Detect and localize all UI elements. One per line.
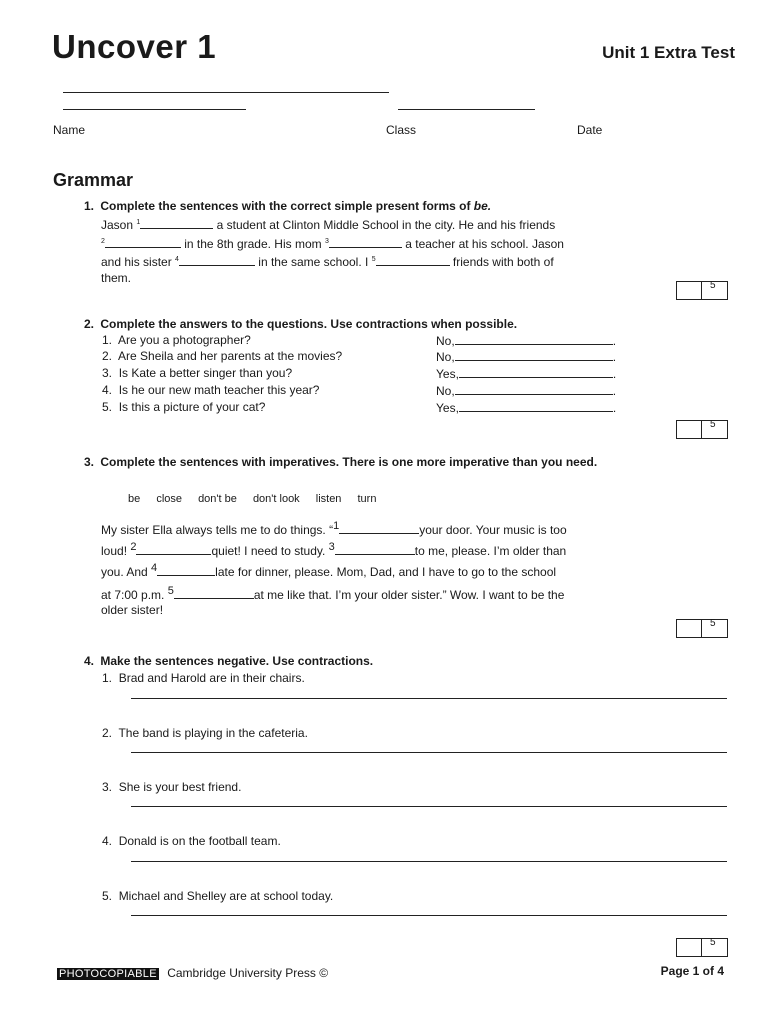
list-item bbox=[102, 671, 305, 685]
blank-number: 1 bbox=[136, 219, 141, 226]
q3-prompt-text: Complete the sentences with imperatives. There is one more imperative than you need. bbox=[100, 455, 598, 469]
word-bank-item: be bbox=[128, 493, 141, 505]
q4-prompt-text: Make the sentences negative. Use contractions. bbox=[100, 654, 374, 668]
q1-score-total: 5 bbox=[710, 280, 716, 291]
list-item bbox=[102, 366, 292, 380]
q1-blank-5[interactable] bbox=[376, 254, 450, 266]
document-title: Uncover 1 bbox=[52, 28, 217, 65]
q1-blank-3[interactable] bbox=[329, 236, 402, 248]
list-item bbox=[102, 780, 241, 794]
word-bank-item: listen bbox=[315, 493, 342, 505]
q1-text: a student at Clinton Middle School in the city. He and his friends bbox=[213, 218, 556, 232]
answer-row: No, . bbox=[436, 384, 617, 398]
q3-number: 3. bbox=[84, 455, 95, 469]
q1-text: them. bbox=[101, 270, 132, 285]
q3-text: loud! bbox=[101, 544, 131, 558]
footer bbox=[57, 966, 328, 980]
q3-blank-3[interactable] bbox=[335, 543, 415, 555]
q1-text: friends with both of bbox=[449, 255, 554, 269]
q3-text: at 7:00 p.m. bbox=[101, 588, 168, 602]
q1-score-box[interactable] bbox=[676, 281, 728, 300]
item-number: 3. bbox=[102, 780, 113, 794]
item-number: 1. bbox=[102, 333, 113, 347]
item-number: 3. bbox=[102, 366, 113, 380]
q4-number: 4. bbox=[84, 654, 95, 668]
item-number: 5. bbox=[102, 889, 113, 903]
item-question: Is this a picture of your cat? bbox=[118, 400, 266, 414]
q2-blank-3[interactable] bbox=[459, 366, 613, 378]
class-label: Class bbox=[386, 123, 417, 137]
q1-number: 1. bbox=[84, 199, 95, 213]
q1-text: Jason bbox=[101, 218, 137, 232]
blank-number: 3 bbox=[324, 237, 329, 245]
blank-number: 5 bbox=[167, 585, 174, 597]
q2-number: 2. bbox=[84, 317, 95, 331]
answer-row: Yes, . bbox=[436, 367, 617, 381]
answer-start: No, bbox=[436, 334, 455, 348]
blank-number: 2 bbox=[130, 541, 137, 553]
item-number: 1. bbox=[102, 671, 113, 685]
item-sentence: The band is playing in the cafeteria. bbox=[118, 726, 308, 740]
answer-start: Yes, bbox=[436, 401, 459, 415]
q1-prompt-text: Complete the sentences with the correct simple present forms of bbox=[100, 199, 474, 213]
blank-number: 2 bbox=[101, 237, 105, 245]
q4-answer-line-1[interactable] bbox=[131, 698, 727, 699]
q3-blank-4[interactable] bbox=[157, 564, 215, 576]
q4-score-box[interactable] bbox=[676, 938, 728, 957]
list-item bbox=[102, 349, 342, 363]
q3-text: your door. Your music is too bbox=[419, 523, 567, 537]
q4-answer-line-5[interactable] bbox=[131, 915, 727, 916]
word-bank-item: close bbox=[156, 493, 182, 505]
list-item bbox=[102, 383, 319, 397]
q1-text: in the same school. I bbox=[254, 255, 372, 269]
answer-row: Yes, . bbox=[436, 401, 617, 415]
q4-answer-line-3[interactable] bbox=[131, 806, 727, 807]
q2-blank-2[interactable] bbox=[455, 349, 613, 361]
word-bank-item: don't look bbox=[252, 493, 300, 505]
word-bank-item: don't be bbox=[198, 493, 237, 505]
item-number: 2. bbox=[102, 726, 113, 740]
item-sentence: Donald is on the football team. bbox=[118, 834, 281, 848]
answer-row: No, . bbox=[436, 350, 617, 364]
name-label: Name bbox=[53, 123, 86, 137]
q1-blank-4[interactable] bbox=[179, 254, 255, 266]
blank-number: 4 bbox=[151, 562, 158, 574]
name-line[interactable] bbox=[63, 109, 246, 110]
list-item bbox=[102, 333, 251, 347]
q3-text: you. And bbox=[101, 565, 152, 579]
item-question: Is he our new math teacher this year? bbox=[118, 383, 320, 397]
q4-prompt bbox=[84, 654, 373, 668]
q3-score-box[interactable] bbox=[676, 619, 728, 638]
q1-text: and his sister bbox=[101, 255, 176, 269]
q3-blank-1[interactable] bbox=[339, 522, 419, 534]
q4-score-total: 5 bbox=[710, 937, 716, 948]
q2-score-total: 5 bbox=[710, 419, 716, 430]
item-sentence: She is your best friend. bbox=[118, 780, 242, 794]
blank-number: 4 bbox=[175, 256, 179, 263]
q3-blank-5[interactable] bbox=[174, 587, 254, 599]
q3-text: quiet! I need to study. bbox=[211, 544, 329, 558]
item-sentence: Michael and Shelley are at school today. bbox=[118, 889, 334, 903]
q4-answer-line-2[interactable] bbox=[131, 752, 727, 753]
q3-passage bbox=[101, 520, 621, 617]
q3-text: older sister! bbox=[101, 603, 164, 617]
item-sentence: Brad and Harold are in their chairs. bbox=[118, 671, 305, 685]
q1-prompt bbox=[84, 199, 491, 213]
q3-prompt bbox=[84, 455, 597, 469]
q3-score-total: 5 bbox=[710, 618, 716, 629]
page-number: Page 1 of 4 bbox=[660, 964, 724, 978]
q3-text: at me like that. I’m your older sister.” Wow. I want to be the bbox=[253, 588, 565, 602]
blank-number: 5 bbox=[371, 256, 376, 263]
q3-text: My sister Ella always tells me to do things. “ bbox=[101, 523, 334, 537]
answer-row: No, . bbox=[436, 334, 617, 348]
q3-text: to me, please. I’m older than bbox=[414, 544, 567, 558]
q1-text: a teacher at his school. Jason bbox=[401, 236, 564, 251]
answer-start: No, bbox=[436, 350, 455, 364]
q1-text: in the 8th grade. His mom bbox=[180, 236, 325, 251]
q2-score-box[interactable] bbox=[676, 420, 728, 439]
name-line-top[interactable] bbox=[63, 92, 389, 93]
list-item bbox=[102, 400, 265, 414]
q1-blank-2[interactable] bbox=[105, 236, 181, 248]
publisher-credit: Cambridge University Press © bbox=[167, 966, 329, 980]
blank-number: 3 bbox=[328, 541, 335, 553]
item-number: 5. bbox=[102, 400, 113, 414]
q1-prompt-emphasis: be. bbox=[473, 199, 492, 213]
list-item bbox=[102, 889, 333, 903]
list-item bbox=[102, 834, 281, 848]
list-item bbox=[102, 726, 308, 740]
q2-prompt bbox=[84, 317, 517, 331]
q2-blank-1[interactable] bbox=[455, 333, 613, 345]
word-bank bbox=[128, 493, 389, 505]
q3-blank-2[interactable] bbox=[136, 543, 211, 555]
q2-prompt-text: Complete the answers to the questions. Use contractions when possible. bbox=[100, 317, 518, 331]
q1-blank-1[interactable] bbox=[140, 217, 213, 229]
item-question: Is Kate a better singer than you? bbox=[118, 366, 293, 380]
word-bank-item: turn bbox=[357, 493, 377, 505]
date-label: Date bbox=[577, 123, 603, 137]
q2-blank-5[interactable] bbox=[459, 400, 613, 412]
q1-passage bbox=[101, 215, 621, 286]
item-question: Are Sheila and her parents at the movies? bbox=[118, 349, 343, 363]
q2-blank-4[interactable] bbox=[455, 383, 613, 395]
document-subtitle: Unit 1 Extra Test bbox=[602, 43, 735, 62]
item-number: 4. bbox=[102, 383, 113, 397]
answer-start: No, bbox=[436, 384, 455, 398]
answer-start: Yes, bbox=[436, 367, 459, 381]
item-number: 2. bbox=[102, 349, 113, 363]
q3-text: late for dinner, please. Mom, Dad, and I have to go to the school bbox=[215, 565, 557, 579]
class-line[interactable] bbox=[398, 109, 535, 110]
section-title: Grammar bbox=[53, 170, 134, 190]
item-number: 4. bbox=[102, 834, 113, 848]
item-question: Are you a photographer? bbox=[118, 333, 251, 347]
photocopiable-badge: PHOTOCOPIABLE bbox=[59, 968, 157, 980]
blank-number: 1 bbox=[333, 520, 340, 532]
q4-answer-line-4[interactable] bbox=[131, 861, 727, 862]
